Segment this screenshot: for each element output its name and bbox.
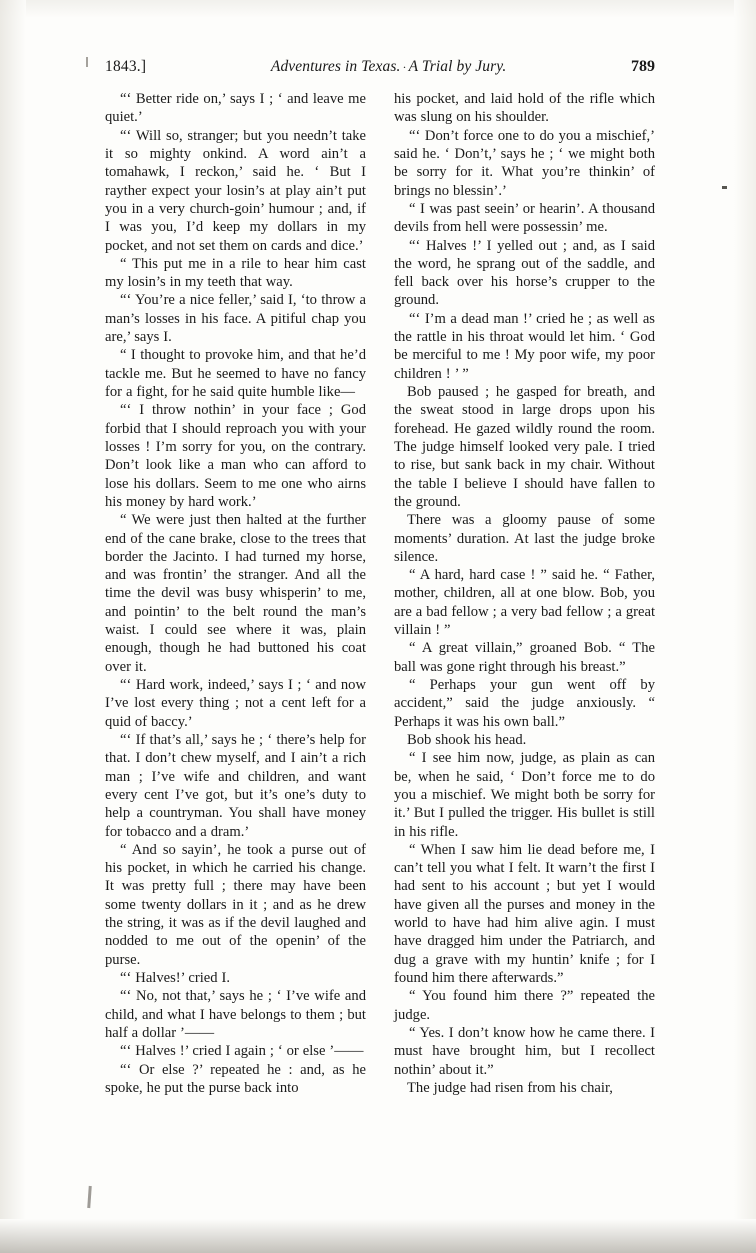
- page-edge-shadow-right: [734, 0, 756, 1253]
- paragraph: “‘ Don’t force one to do you a mischief,’ said he. ‘ Don’t,’ says he ; ‘ we might both be sorry for it. What you’re thinkin’ of brings no blessin’.’: [394, 127, 655, 199]
- paragraph: “‘ If that’s all,’ says he ; ‘ there’s help for that. I don’t chew myself, and I ain’t a rich man ; I’ve wife and children, and want every cent I’ve got, but it’s one’s duty to help a countryman. You shall have money for tobacco and a dram.’: [105, 731, 366, 840]
- running-head-title-right: A Trial by Jury.: [408, 58, 507, 75]
- paragraph: There was a gloomy pause of some moments’ duration. At last the judge broke silence.: [394, 512, 655, 565]
- paragraph: Bob shook his head.: [407, 731, 527, 748]
- paragraph: his pocket, and laid hold of the rifle which was slung on his shoulder.: [394, 91, 655, 126]
- paragraph: “ Yes. I don’t know how he came there. I must have brought him, but I recollect nothin’ about it.”: [394, 1024, 655, 1078]
- paragraph: Bob paused ; he gasped for breath, and the sweat stood in large drops upon his forehead. He gazed wildly round the room. The judge himself looked very pale. I tried to rise, but sank back in my chair. Without the table I believe I should have fallen to the ground.: [394, 384, 655, 510]
- paragraph: “‘ Will so, stranger; but you needn’t take it so mighty onkind. A word ain’t a tomahawk, I reckon,’ said he. ‘ But I rayther expect your losin’s at play ain’t put you in a very church-goin’ humour ; and, if I was you, I’d keep my dollars in my pocket, and not set them on cards and dice.’: [105, 127, 366, 254]
- page-number: 789: [630, 58, 655, 75]
- running-head-year: 1843.]: [105, 58, 147, 75]
- paragraph: “‘ Hard work, indeed,’ says I ; ‘ and now I’ve lost every thing ; not a cent left for a quid of baccy.’: [105, 677, 366, 730]
- paragraph: “ When I saw him lie dead before me, I can’t tell you what I felt. It warn’t the first I had sent to his account ; but yet I would have given all the purses and money in the world to have had him alive agin. I must have dragged him under the Patriarch, and dug a grave with my huntin’ knife ; for I found him there afterwards.”: [394, 841, 655, 986]
- page-edge-shadow-top: [0, 0, 756, 18]
- paragraph: “ Perhaps your gun went off by accident,” said the judge anxiously. “ Perhaps it was his own ball.”: [394, 677, 655, 730]
- running-head-title: [271, 58, 506, 76]
- paragraph: “ We were just then halted at the further end of the cane brake, close to the trees that border the Jacinto. I had turned my horse, and was frontin’ the stranger. And all the time the devil was busy whisperin’ to me, and pointin’ to the belt round the man’s waist. I could see where it was, plain enough, though he had buttoned his coat over it.: [105, 512, 366, 675]
- page-content: [105, 58, 655, 1097]
- paragraph: “ And so sayin’, he took a purse out of his pocket, in which he carried his change. It was pretty full ; there may have been some twenty dollars in it ; and as he drew the string, it was as if the devil laughed and nodded to me out of the openin’ of the purse.: [105, 841, 366, 968]
- paragraph: “‘ No, not that,’ says he ; ‘ I’ve wife and child, and what I have belongs to them ; but half a dollar ’——: [105, 988, 366, 1041]
- paragraph: “ A hard, hard case ! ” said he. “ Father, mother, children, all at one blow. Bob, you are a bad fellow ; a very bad fellow ; a great villain ! ”: [394, 567, 655, 639]
- paragraph: “‘ I throw nothin’ in your face ; God forbid that I should reproach you with your losses ! I’m sorry for you, on the contrary. Don’t look like a man who can afford to lose his dollars. Seem to me one who airns his money by hard work.’: [105, 402, 366, 510]
- paragraph: “ You found him there ?” repeated the judge.: [394, 988, 655, 1023]
- paragraph: “‘ Halves !’ I yelled out ; and, as I said the word, he sprang out of the saddle, and fell back over his horse’s crupper to the ground.: [394, 237, 655, 309]
- paragraph: “‘ Or else ?’ repeated he : and, as he spoke, he put the purse back into: [105, 1061, 366, 1096]
- paragraph: “‘ Halves!’ cried I.: [120, 970, 231, 986]
- left-column: [105, 90, 366, 1097]
- paragraph: “‘ I’m a dead man !’ cried he ; as well as the rattle in his throat would let him. ‘ God be merciful to me ! My poor wife, my poor children ! ’ ”: [394, 310, 655, 382]
- running-head: [105, 58, 655, 76]
- paragraph: “‘ Better ride on,’ says I ; ‘ and leave me quiet.’: [105, 91, 366, 126]
- paragraph: “ I was past seein’ or hearin’. A thousand devils from hell were possessin’ me.: [394, 200, 655, 236]
- text-columns: [105, 90, 655, 1097]
- paragraph: The judge had risen from his chair,: [407, 1079, 613, 1096]
- right-column: [394, 90, 655, 1097]
- paragraph: “ I thought to provoke him, and that he’d tackle me. But he seemed to have no fancy for a fight, for he said quite humble like—: [105, 347, 366, 400]
- paragraph: “‘ You’re a nice feller,’ said I, ‘to throw a man’s losses in his face. A pitiful chap you are,’ says I.: [105, 292, 366, 346]
- paragraph: “ I see him now, judge, as plain as can be, when he said, ‘ Don’t force me to do you a mischief. We might both be sorry for it.’ But I pulled the trigger. His bullet is still in his rifle.: [394, 750, 655, 840]
- paragraph: “ A great villain,” groaned Bob. “ The ball was gone right through his breast.”: [394, 640, 655, 675]
- scan-artifact-mark-top: [86, 57, 88, 67]
- scan-artifact-mark-bottom: [87, 1186, 92, 1208]
- running-head-title-left: Adventures in Texas.: [270, 58, 401, 75]
- page-edge-shadow-left: [0, 0, 26, 1253]
- scan-artifact-mark-right: [722, 186, 727, 189]
- page-edge-shadow-bottom: [0, 1219, 756, 1253]
- paragraph: “‘ Halves !’ cried I again ; ‘ or else ’——: [120, 1043, 364, 1060]
- running-head-separator: ·: [402, 60, 407, 74]
- paragraph: “ This put me in a rile to hear him cast my losin’s in my teeth that way.: [105, 255, 366, 291]
